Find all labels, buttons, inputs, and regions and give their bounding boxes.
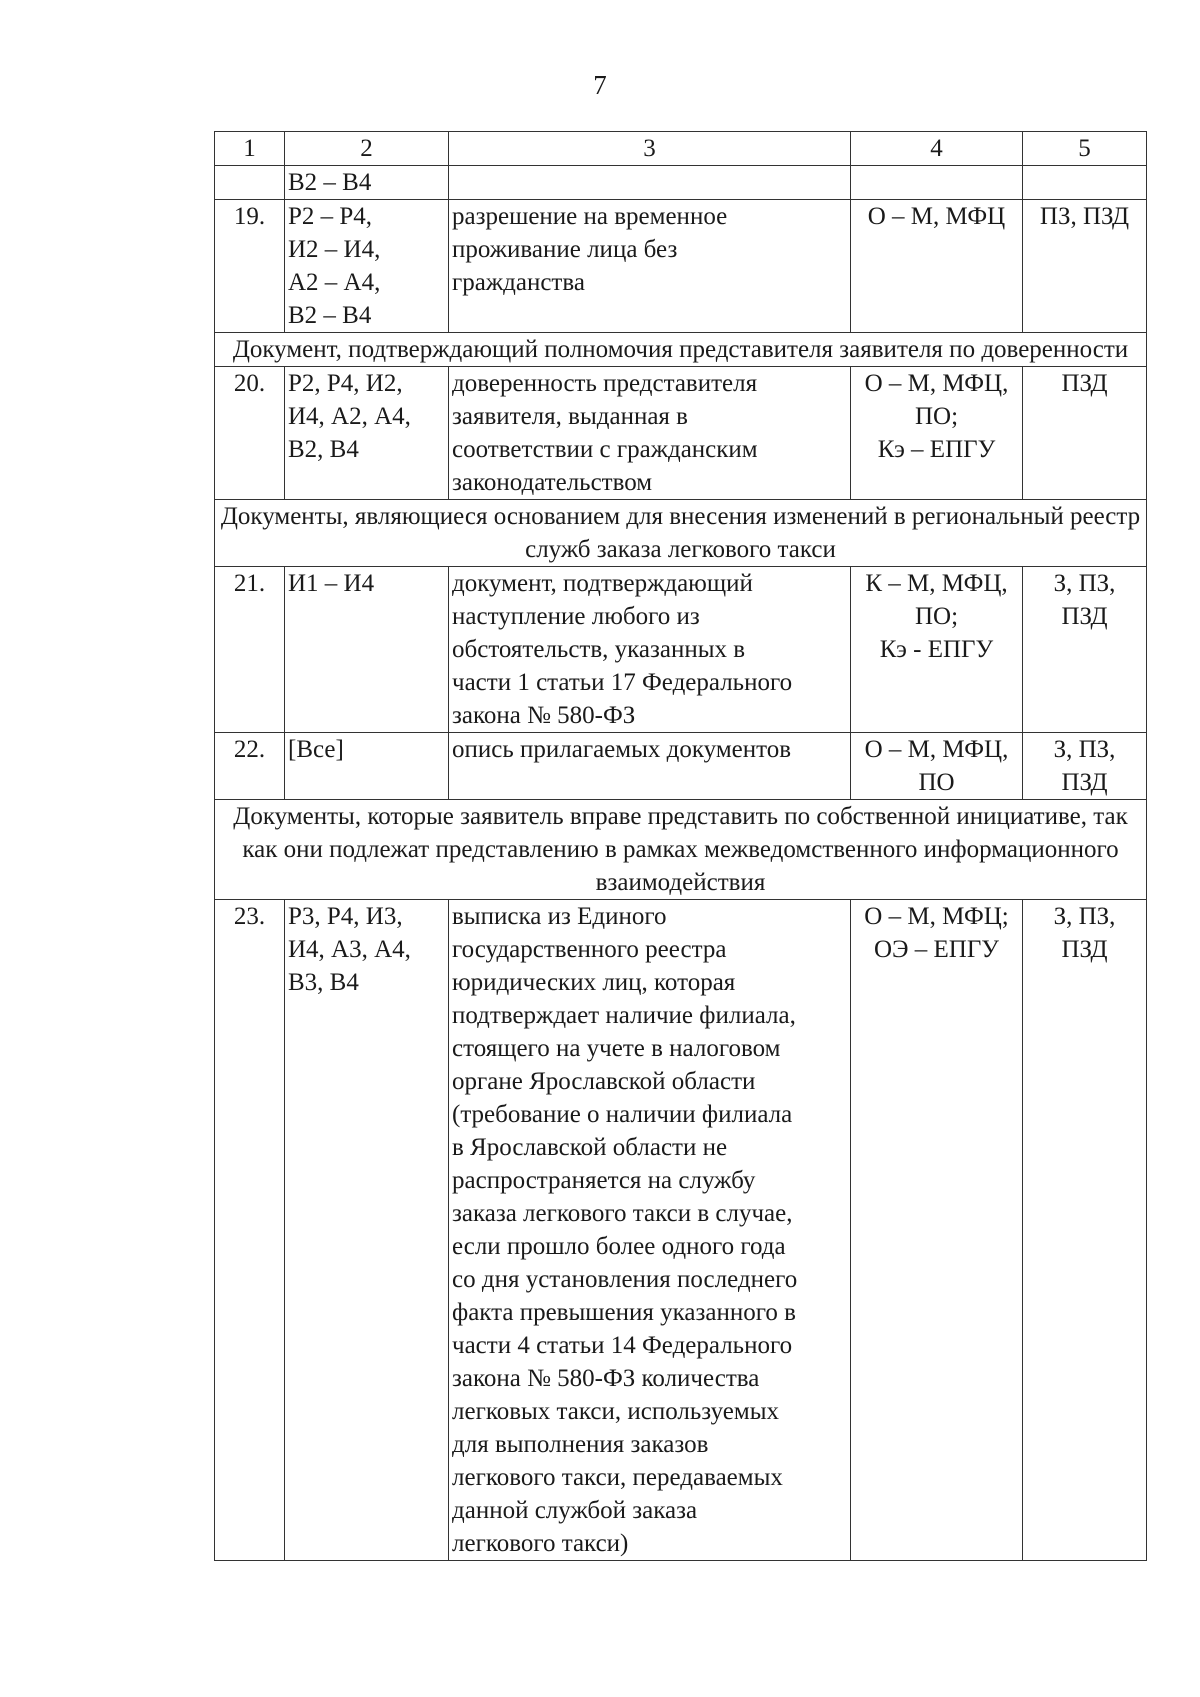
row-number: 19.: [215, 200, 285, 333]
stage: З, ПЗ, ПЗД: [1023, 900, 1147, 1561]
table-row: [215, 200, 1147, 333]
document-name: [449, 166, 851, 200]
table-row: [215, 567, 1147, 733]
section-heading: Документы, которые заявитель вправе представить по собственной инициативе, так как они подлежат представлению в рамках межведомственного информационного взаимодействия: [215, 800, 1147, 900]
row-number: 20.: [215, 367, 285, 500]
table-header-row: [215, 132, 1147, 166]
column-header-5: 5: [1023, 132, 1147, 166]
stage: ПЗ, ПЗД: [1023, 200, 1147, 333]
documents-table: [214, 131, 1147, 1561]
document-name: доверенность представителя заявителя, выданная в соответствии с гражданским законодательством: [449, 367, 851, 500]
section-row: [215, 800, 1147, 900]
submission-method: О – М, МФЦ, ПО; Кэ – ЕПГУ: [851, 367, 1023, 500]
page-number: 7: [593, 70, 607, 100]
table-row: [215, 900, 1147, 1561]
submission-method: О – М, МФЦ; ОЭ – ЕПГУ: [851, 900, 1023, 1561]
submission-method: О – М, МФЦ, ПО: [851, 733, 1023, 800]
submission-method: К – М, МФЦ, ПО; Кэ - ЕПГУ: [851, 567, 1023, 733]
applicant-codes: Р3, Р4, И3, И4, А3, А4, В3, В4: [285, 900, 449, 1561]
submission-method: О – М, МФЦ: [851, 200, 1023, 333]
table-row: [215, 367, 1147, 500]
applicant-codes: В2 – В4: [285, 166, 449, 200]
document-name: опись прилагаемых документов: [449, 733, 851, 800]
column-header-3: 3: [449, 132, 851, 166]
section-heading: Документ, подтверждающий полномочия представителя заявителя по доверенности: [215, 333, 1147, 367]
applicant-codes: [Все]: [285, 733, 449, 800]
applicant-codes: Р2, Р4, И2, И4, А2, А4, В2, В4: [285, 367, 449, 500]
submission-method: [851, 166, 1023, 200]
table-row: [215, 166, 1147, 200]
row-number: 22.: [215, 733, 285, 800]
row-number: 23.: [215, 900, 285, 1561]
row-number: 21.: [215, 567, 285, 733]
stage: З, ПЗ, ПЗД: [1023, 567, 1147, 733]
column-header-1: 1: [215, 132, 285, 166]
column-header-4: 4: [851, 132, 1023, 166]
section-heading: Документы, являющиеся основанием для внесения изменений в региональный реестр служб заказа легкового такси: [215, 500, 1147, 567]
section-row: [215, 333, 1147, 367]
document-name: разрешение на временное проживание лица без гражданства: [449, 200, 851, 333]
document-name: документ, подтверждающий наступление любого из обстоятельств, указанных в части 1 статьи 17 Федерального закона № 580-ФЗ: [449, 567, 851, 733]
applicant-codes: Р2 – Р4, И2 – И4, А2 – А4, В2 – В4: [285, 200, 449, 333]
stage: ПЗД: [1023, 367, 1147, 500]
applicant-codes: И1 – И4: [285, 567, 449, 733]
document-name: выписка из Единого государственного реестра юридических лиц, которая подтверждает наличие филиала, стоящего на учете в налоговом органе Ярославской области (требование о наличии филиала в Ярославской области не распространяется на службу заказа легкового такси в случае, если прошло более одного года со дня установления последнего факта превышения указанного в части 4 статьи 14 Федерального закона № 580-ФЗ количества легковых такси, используемых для выполнения заказов легкового такси, передаваемых данной службой заказа легкового такси): [449, 900, 851, 1561]
stage: З, ПЗ, ПЗД: [1023, 733, 1147, 800]
stage: [1023, 166, 1147, 200]
column-header-2: 2: [285, 132, 449, 166]
section-row: [215, 500, 1147, 567]
row-number: [215, 166, 285, 200]
table-row: [215, 733, 1147, 800]
